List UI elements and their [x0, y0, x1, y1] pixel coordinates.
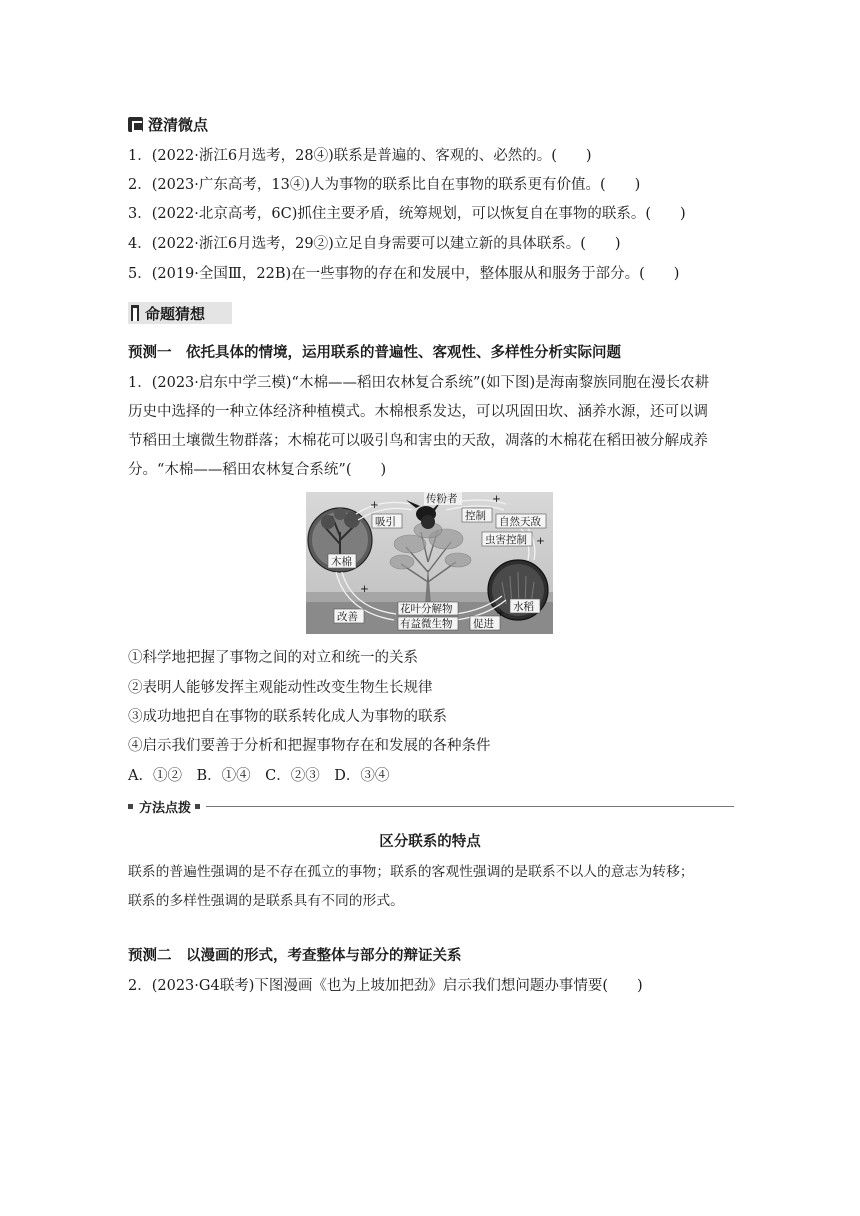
- plus-sign: +: [492, 493, 501, 505]
- guess-title: 命题猜想: [145, 304, 206, 323]
- label-kapok: 木棉: [331, 556, 352, 568]
- method-header: [128, 796, 734, 816]
- option-line: ④启示我们要善于分析和把握事物存在和发展的各种条件: [128, 738, 491, 754]
- prediction-two-title: 预测二 以漫画的形式，考查整体与部分的辩证关系: [128, 948, 462, 964]
- option-line: ①科学地把握了事物之间的对立和统一的关系: [128, 650, 418, 666]
- kapok-rice-system-figure: [306, 492, 553, 634]
- question-line: 节稻田土壤微生物群落；木棉花可以吸引鸟和害虫的天敌，凋落的木棉花在稻田被分解成养: [128, 433, 708, 449]
- clarify-section-header: [128, 114, 208, 134]
- guess-section-header: [128, 302, 232, 324]
- square-bullet-icon: [195, 804, 200, 809]
- label-enemy: 自然天敌: [499, 516, 541, 528]
- plus-sign: +: [370, 499, 379, 511]
- label-attract: 吸引: [375, 516, 396, 528]
- method-title: 方法点拨: [139, 800, 192, 816]
- option-line: ②表明人能够发挥主观能动性改变生物生长规律: [128, 680, 433, 696]
- answer-choices: A．①② B．①④ C．②③ D．③④: [128, 768, 390, 784]
- label-pest: 虫害控制: [485, 534, 527, 546]
- label-pollinator: 传粉者: [426, 493, 458, 505]
- question-line: 分。“木棉——稻田农林复合系统”( ): [128, 462, 387, 478]
- label-control: 控制: [465, 510, 486, 522]
- method-text: 联系的普遍性强调的是不存在孤立的事物；联系的客观性强调的是联系不以人的意志为转移；: [128, 864, 694, 880]
- clarify-item: 3．(2022·北京高考，6C)抓住主要矛盾，统筹规划，可以恢复自在事物的联系。( ): [128, 206, 686, 222]
- square-bullet-icon: [128, 804, 133, 809]
- section-c-icon: [128, 117, 143, 132]
- method-heading: 区分联系的特点: [379, 834, 481, 850]
- clarify-title: 澄清微点: [148, 115, 209, 134]
- plus-sign: +: [496, 607, 505, 619]
- label-decompose: 花叶分解物: [400, 603, 453, 615]
- prediction-one-title: 预测一 依托具体的情境，运用联系的普遍性、客观性、多样性分析实际问题: [128, 345, 621, 361]
- clarify-item: 1．(2022·浙江6月选考，28④)联系是普遍的、客观的、必然的。( ): [128, 148, 592, 164]
- label-promote: 促进: [473, 618, 494, 630]
- option-line: ③成功地把自在事物的联系转化成人为事物的联系: [128, 709, 447, 725]
- label-improve: 改善: [337, 611, 358, 623]
- method-text: 联系的多样性强调的是联系具有不同的形式。: [128, 893, 404, 909]
- question-line: 历史中选择的一种立体经济种植模式。木棉根系发达，可以巩固田坎、涵养水源，还可以调: [128, 404, 708, 420]
- question-line: 2．(2023·G4联考)下图漫画《也为上坡加把劲》启示我们想问题办事情要( ): [128, 978, 643, 994]
- label-rice: 水稻: [513, 601, 534, 613]
- divider: [206, 806, 734, 807]
- clarify-item: 5．(2019·全国Ⅲ，22B)在一些事物的存在和发展中，整体服从和服务于部分。( ): [128, 266, 680, 282]
- clarify-item: 2．(2023·广东高考，13④)人为事物的联系比自在事物的联系更有价值。( ): [128, 177, 641, 193]
- section-bar-icon: [131, 305, 139, 321]
- clarify-item: 4．(2022·浙江6月选考，29②)立足自身需要可以建立新的具体联系。( ): [128, 236, 621, 252]
- label-microbe: 有益微生物: [400, 618, 453, 630]
- plus-sign: +: [536, 535, 545, 547]
- question-line: 1．(2023·启东中学三模)“木棉——稻田农林复合系统”(如下图)是海南黎族同胞在漫长农耕: [128, 375, 710, 391]
- plus-sign: +: [360, 583, 369, 595]
